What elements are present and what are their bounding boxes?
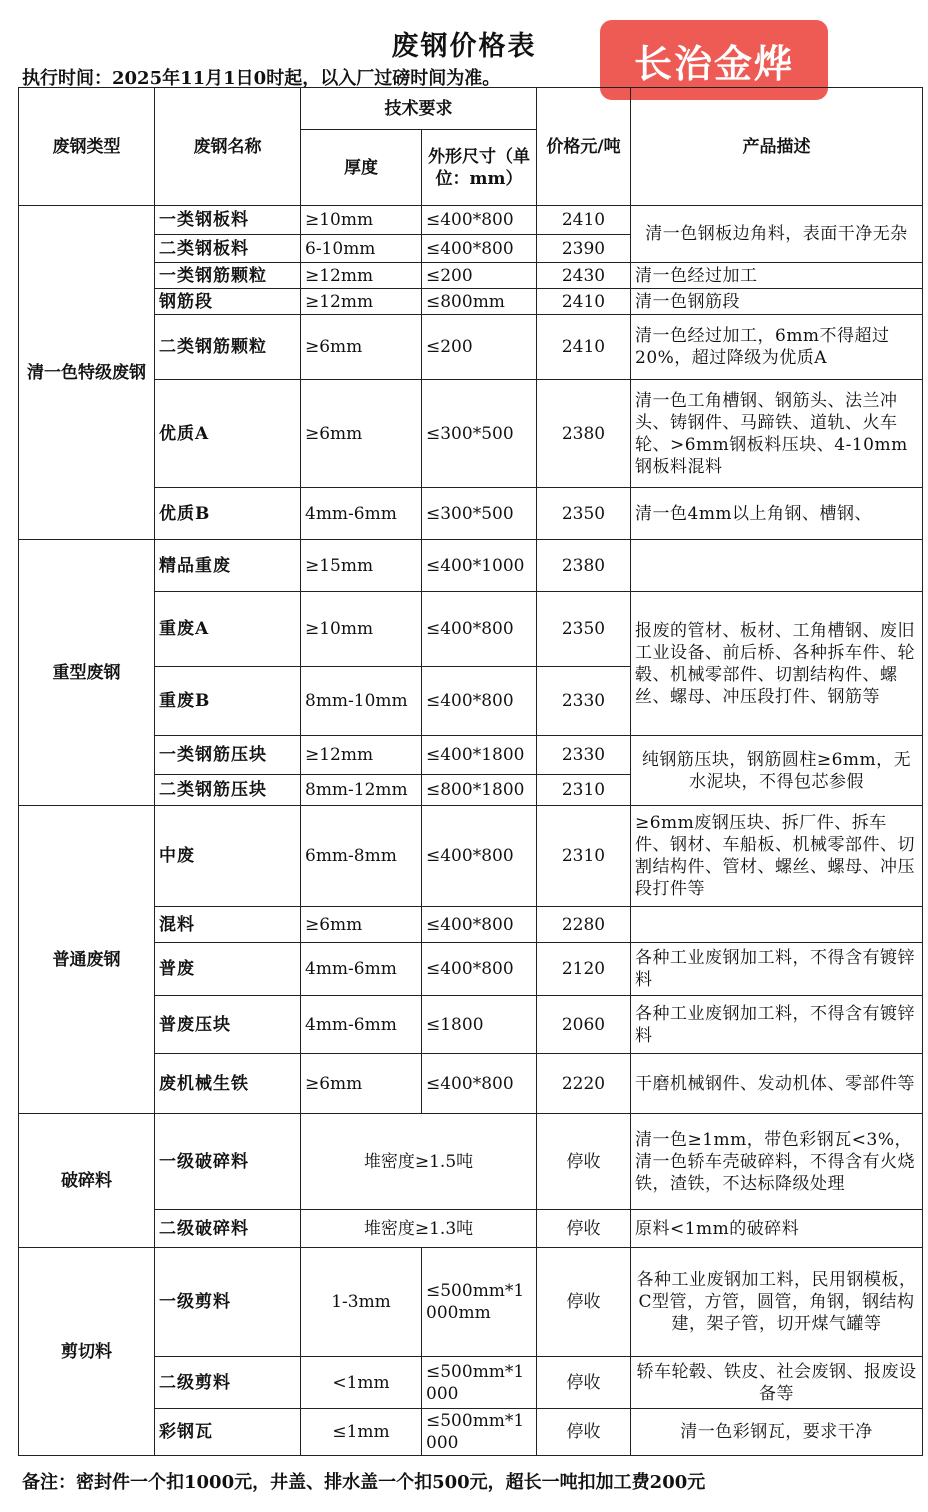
item-name: 二级破碎料 [155,1210,301,1248]
item-thickness: 4mm-6mm [301,943,422,996]
item-thickness: 4mm-6mm [301,996,422,1054]
item-price: 停收 [537,1210,631,1248]
item-name: 精品重废 [155,540,301,592]
table-row [19,1054,923,1114]
item-tech-requirement: 堆密度≥1.3吨 [301,1210,537,1248]
item-name: 一级破碎料 [155,1114,301,1210]
item-price: 停收 [537,1357,631,1409]
item-thickness: 6-10mm [301,235,422,263]
item-description: ≥6mm废钢压块、拆厂件、拆车件、钢材、车船板、机械零部件、切割结构件、管材、螺丝、螺母、冲压段打件等 [631,806,923,907]
item-name: 钢筋段 [155,289,301,315]
item-description: 清一色钢筋段 [631,289,923,315]
item-dimension: ≤400*800 [422,806,537,907]
item-dimension: ≤400*1800 [422,736,537,775]
item-dimension: ≤400*800 [422,206,537,235]
item-price: 2380 [537,380,631,488]
item-name: 彩钢瓦 [155,1409,301,1456]
item-price: 停收 [537,1114,631,1210]
item-description: 清一色钢板边角料，表面干净无杂 [631,206,923,263]
item-thickness: 8mm-12mm [301,775,422,806]
table-row [19,488,923,540]
item-price: 2120 [537,943,631,996]
item-dimension: ≤500mm*1000mm [422,1248,537,1357]
item-thickness: <1mm [301,1357,422,1409]
table-row [19,907,923,943]
item-description: 清一色经过加工，6mm不得超过20%，超过降级为优质A [631,315,923,380]
item-description: 清一色经过加工 [631,263,923,289]
item-tech-requirement: 堆密度≥1.5吨 [301,1114,537,1210]
table-row [19,1248,923,1357]
item-price: 2310 [537,806,631,907]
table-row [19,1114,923,1210]
item-description [631,907,923,943]
item-name: 一类钢筋压块 [155,736,301,775]
item-dimension: ≤1800 [422,996,537,1054]
item-dimension: ≤200 [422,315,537,380]
item-price: 2410 [537,315,631,380]
item-price: 2220 [537,1054,631,1114]
item-price: 2350 [537,592,631,667]
item-name: 优质B [155,488,301,540]
remark-note: 备注：密封件一个扣1000元，井盖、排水盖一个扣500元，超长一吨扣加工费200元 [22,1472,706,1493]
item-name: 二类钢板料 [155,235,301,263]
item-dimension: ≤500mm*1000 [422,1357,537,1409]
item-thickness: ≥10mm [301,206,422,235]
item-description: 各种工业废钢加工料，不得含有镀锌料 [631,996,923,1054]
table-row [19,1409,923,1456]
item-name: 中废 [155,806,301,907]
item-thickness: ≥10mm [301,592,422,667]
table-row [19,996,923,1054]
item-dimension: ≤300*500 [422,488,537,540]
header-desc: 产品描述 [631,88,923,206]
item-description: 清一色工角槽钢、钢筋头、法兰冲头、铸钢件、马蹄铁、道轨、火车轮、>6mm钢板料压块、4-10mm钢板料混料 [631,380,923,488]
item-price: 2390 [537,235,631,263]
item-name: 一类钢板料 [155,206,301,235]
item-dimension: ≤400*800 [422,592,537,667]
item-price: 2330 [537,667,631,736]
item-thickness: ≥15mm [301,540,422,592]
item-thickness: 6mm-8mm [301,806,422,907]
item-thickness: 1-3mm [301,1248,422,1357]
item-name: 重废B [155,667,301,736]
item-description: 清一色4mm以上角钢、槽钢、 [631,488,923,540]
item-thickness: 8mm-10mm [301,667,422,736]
table-row [19,289,923,315]
item-name: 二类钢筋颗粒 [155,315,301,380]
item-dimension: ≤800mm [422,289,537,315]
item-thickness: ≥6mm [301,1054,422,1114]
item-dimension: ≤400*800 [422,943,537,996]
item-description: 清一色彩钢瓦，要求干净 [631,1409,923,1456]
item-price: 2410 [537,289,631,315]
header-thickness: 厚度 [301,130,422,206]
item-name: 一类钢筋颗粒 [155,263,301,289]
item-dimension: ≤400*800 [422,235,537,263]
header-price: 价格元/吨 [537,88,631,206]
table-row [19,592,923,667]
item-name: 重废A [155,592,301,667]
table-row [19,736,923,775]
table-row [19,1210,923,1248]
table-row [19,380,923,488]
item-dimension: ≤400*1000 [422,540,537,592]
item-dimension: ≤300*500 [422,380,537,488]
item-dimension: ≤500mm*1000 [422,1409,537,1456]
item-price: 2380 [537,540,631,592]
table-row [19,206,923,235]
item-thickness: ≥6mm [301,907,422,943]
item-name: 优质A [155,380,301,488]
item-price: 2410 [537,206,631,235]
item-dimension: ≤400*800 [422,1054,537,1114]
table-row [19,540,923,592]
item-thickness: ≤1mm [301,1409,422,1456]
execution-time: 执行时间：2025年11月1日0时起，以入厂过磅时间为准。 [22,68,501,89]
category-cell: 清一色特级废钢 [19,206,155,540]
item-dimension: ≤800*1800 [422,775,537,806]
item-name: 普废 [155,943,301,996]
item-description [631,540,923,592]
item-description: 原料<1mm的破碎料 [631,1210,923,1248]
item-name: 普废压块 [155,996,301,1054]
category-cell: 剪切料 [19,1248,155,1456]
item-price: 2350 [537,488,631,540]
item-thickness: ≥6mm [301,380,422,488]
item-description: 报废的管材、板材、工角槽钢、废旧工业设备、前后桥、各种拆车件、轮毂、机械零部件、切割结构件、螺丝、螺母、冲压段打件、钢筋等 [631,592,923,736]
brand-watermark: 长治金烨 [600,20,828,100]
header-name: 废钢名称 [155,88,301,206]
category-cell: 普通废钢 [19,806,155,1114]
header-type: 废钢类型 [19,88,155,206]
item-name: 二级剪料 [155,1357,301,1409]
table-row [19,806,923,907]
page-title: 废钢价格表 [391,31,537,62]
item-thickness: ≥12mm [301,289,422,315]
item-price: 2430 [537,263,631,289]
item-description: 清一色≥1mm，带色彩钢瓦<3%，清一色轿车壳破碎料，不得含有火烧铁，渣铁，不达标降级处理 [631,1114,923,1210]
item-price: 停收 [537,1248,631,1357]
category-cell: 重型废钢 [19,540,155,806]
item-price: 2330 [537,736,631,775]
table-row [19,263,923,289]
item-name: 一级剪料 [155,1248,301,1357]
item-name: 废机械生铁 [155,1054,301,1114]
item-name: 混料 [155,907,301,943]
table-row [19,943,923,996]
item-price: 2310 [537,775,631,806]
item-name: 二类钢筋压块 [155,775,301,806]
item-dimension: ≤200 [422,263,537,289]
table-row [19,1357,923,1409]
item-price: 2060 [537,996,631,1054]
header-tech: 技术要求 [301,88,537,130]
item-description: 干磨机械钢件、发动机体、零部件等 [631,1054,923,1114]
item-thickness: ≥12mm [301,263,422,289]
item-dimension: ≤400*800 [422,907,537,943]
item-description: 轿车轮毂、铁皮、社会废钢、报废设备等 [631,1357,923,1409]
item-price: 停收 [537,1409,631,1456]
table-row [19,315,923,380]
price-table [18,87,923,1456]
item-description: 纯钢筋压块，钢筋圆柱≥6mm，无水泥块，不得包芯参假 [631,736,923,806]
item-thickness: ≥12mm [301,736,422,775]
category-cell: 破碎料 [19,1114,155,1248]
header-dimension: 外形尺寸（单位：mm） [422,130,537,206]
item-dimension: ≤400*800 [422,667,537,736]
item-thickness: 4mm-6mm [301,488,422,540]
item-price: 2280 [537,907,631,943]
item-thickness: ≥6mm [301,315,422,380]
item-description: 各种工业废钢加工料，民用钢模板，C型管，方管，圆管，角钢，钢结构建，架子管，切开煤气罐等 [631,1248,923,1357]
item-description: 各种工业废钢加工料，不得含有镀锌料 [631,943,923,996]
